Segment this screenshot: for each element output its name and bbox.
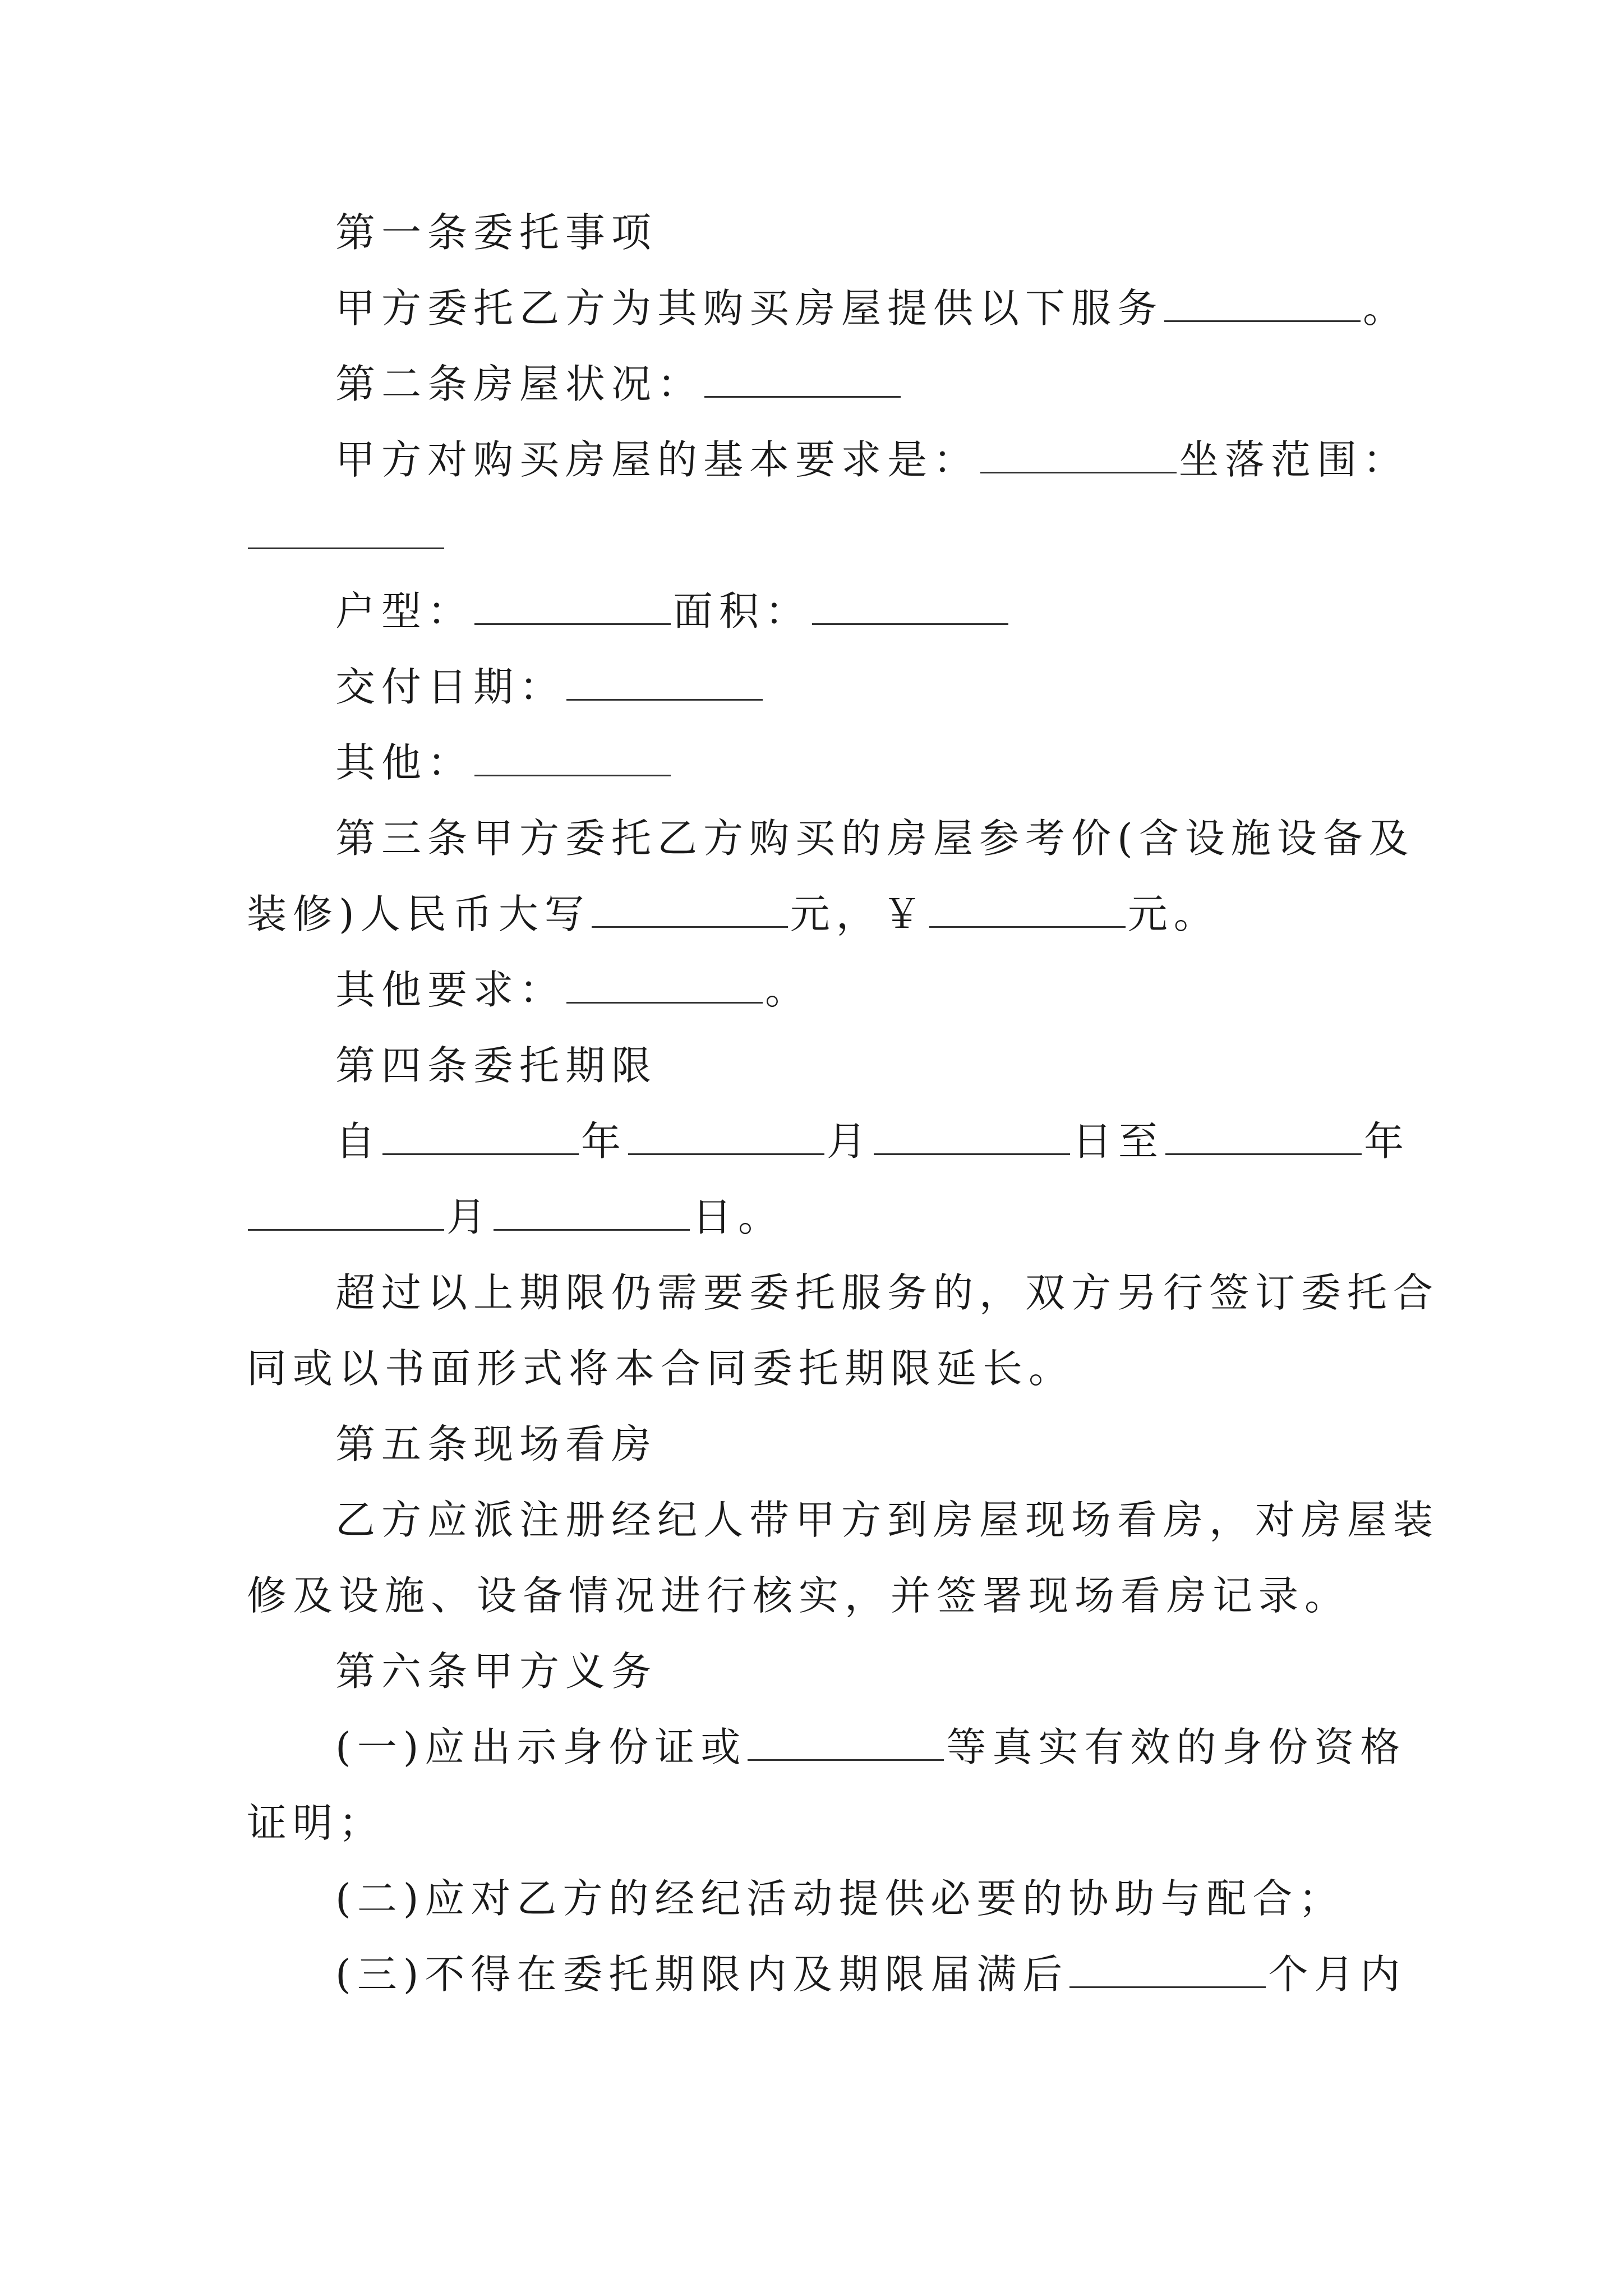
line-text: 第六条甲方义务	[335, 1648, 658, 1695]
line-text: 年	[581, 1118, 628, 1165]
fill-in-blank	[566, 666, 763, 701]
line-text: 元。	[1127, 891, 1220, 937]
line-text: 第五条现场看房	[335, 1421, 658, 1467]
line-text: 面积：	[673, 588, 811, 634]
document-line	[247, 1186, 784, 1248]
fill-in-blank	[474, 742, 671, 776]
document-line	[247, 1338, 1075, 1400]
fill-in-blank	[382, 1121, 579, 1155]
line-text: 日。	[692, 1194, 785, 1240]
document-line	[335, 581, 1011, 642]
line-text: 坐落范围：	[1179, 436, 1409, 483]
fill-in-blank	[1164, 288, 1361, 322]
line-text: 第二条房屋状况：	[335, 361, 704, 407]
line-text: 月	[446, 1194, 493, 1240]
line-text: 户型：	[335, 588, 474, 634]
document-line	[335, 429, 1409, 491]
fill-in-blank	[566, 969, 763, 1004]
fill-in-blank	[812, 591, 1008, 625]
fill-in-blank	[704, 364, 901, 398]
document-line	[335, 202, 657, 264]
line-text: 第三条甲方委托乙方购买的房屋参考价(含设施设备及	[335, 815, 1415, 862]
document-line	[335, 1414, 657, 1475]
document-line	[335, 1868, 1344, 1930]
document-line	[247, 1565, 1350, 1627]
document-line	[335, 959, 811, 1021]
line-text: 修及设施、设备情况进行核实，并签署现场看房记录。	[247, 1572, 1351, 1619]
line-text: 月	[827, 1118, 873, 1165]
line-text: 自	[335, 1118, 382, 1165]
line-text: 证明；	[247, 1800, 385, 1846]
line-text: 装修)人民币大写	[247, 891, 591, 937]
document-line	[247, 884, 1220, 945]
line-text: 元，￥	[790, 891, 928, 937]
document-line	[335, 1262, 1439, 1324]
line-text: 乙方应派注册经纪人带甲方到房屋现场看房，对房屋装	[335, 1497, 1440, 1543]
fill-in-blank	[874, 1121, 1070, 1155]
line-text: (二)应对乙方的经纪活动提供必要的协助与配合；	[335, 1875, 1345, 1922]
fill-in-blank	[929, 894, 1126, 928]
document-line	[335, 353, 903, 415]
document-line	[335, 1641, 657, 1703]
line-text: 年	[1364, 1118, 1410, 1165]
line-text: 个月内	[1268, 1951, 1407, 1998]
line-text: 第一条委托事项	[335, 209, 658, 256]
fill-in-blank	[248, 515, 444, 549]
document-line	[335, 732, 673, 794]
line-text: 甲方对购买房屋的基本要求是：	[335, 436, 980, 483]
document-line	[335, 278, 1409, 339]
document-line	[335, 1717, 1406, 1778]
line-text: 甲方委托乙方为其购买房屋提供以下服务	[335, 285, 1164, 332]
fill-in-blank	[628, 1121, 824, 1155]
line-text: 交付日期：	[335, 664, 566, 710]
line-text: 。	[1363, 285, 1409, 332]
document-line	[247, 1792, 385, 1854]
document-line	[335, 1035, 657, 1097]
line-text: 其他要求：	[335, 967, 566, 1013]
fill-in-blank	[980, 439, 1177, 473]
fill-in-blank	[1165, 1121, 1362, 1155]
fill-in-blank	[474, 591, 671, 625]
line-text: (三)不得在委托期限内及期限届满后	[335, 1951, 1069, 1998]
document-line	[247, 505, 446, 567]
line-text: 等真实有效的身份资格	[946, 1724, 1407, 1770]
document-line	[335, 1944, 1406, 2005]
document-line	[335, 1489, 1439, 1551]
line-text: 其他：	[335, 739, 474, 786]
line-text: 超过以上期限仍需要委托服务的，双方另行签订委托合	[335, 1269, 1440, 1316]
line-text: 日至	[1072, 1118, 1165, 1165]
fill-in-blank	[1069, 1954, 1266, 1988]
document-line	[335, 808, 1415, 869]
line-text: (一)应出示身份证或	[335, 1724, 747, 1770]
document-line	[335, 656, 765, 718]
fill-in-blank	[592, 894, 788, 928]
line-text: 。	[765, 967, 811, 1013]
line-text: 同或以书面形式将本合同委托期限延长。	[247, 1345, 1075, 1392]
fill-in-blank	[248, 1197, 444, 1231]
fill-in-blank	[494, 1197, 690, 1231]
fill-in-blank	[748, 1727, 944, 1761]
document-line	[335, 1111, 1410, 1172]
line-text: 第四条委托期限	[335, 1042, 658, 1089]
